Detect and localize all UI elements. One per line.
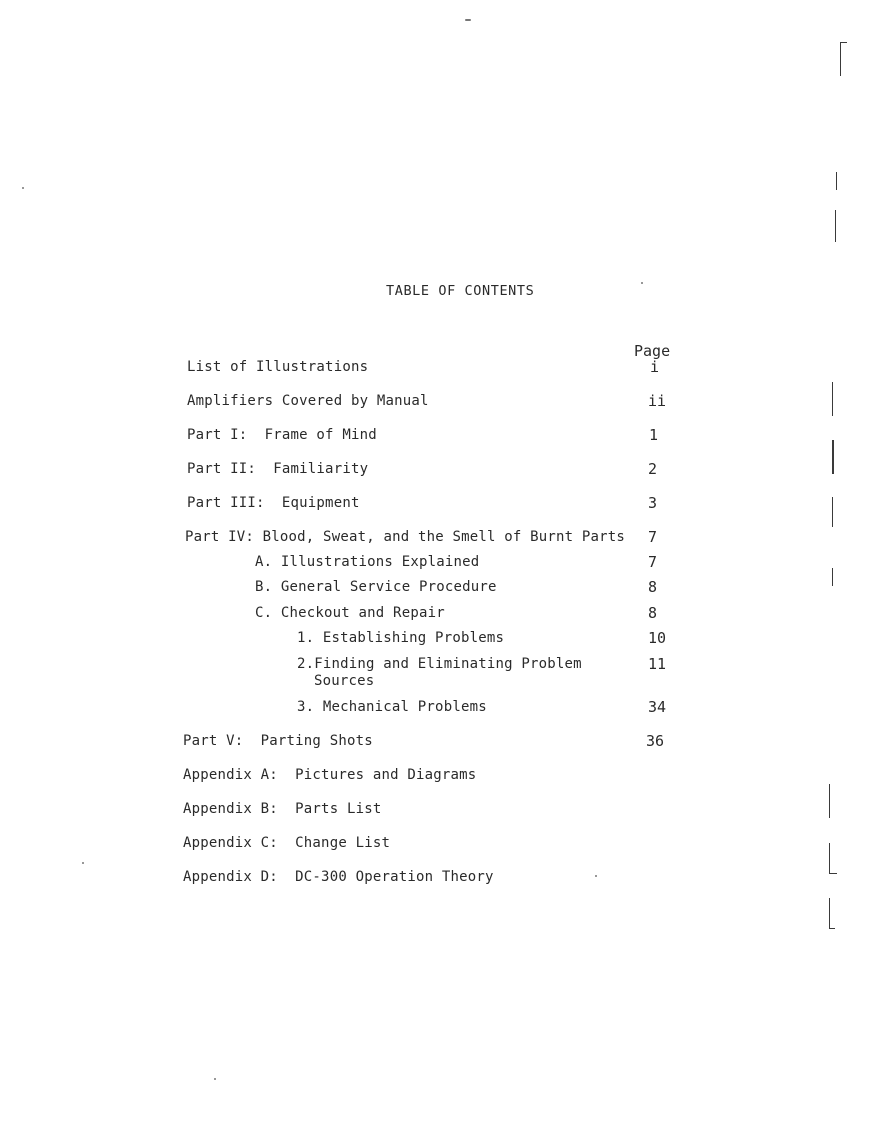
scan-speck [214,1078,216,1080]
scan-speck [465,19,471,21]
toc-entry-page: 11 [648,655,667,673]
scan-mark [832,382,833,416]
scan-mark [840,42,841,76]
scan-mark [835,210,836,242]
scan-mark [829,784,830,818]
toc-entry-page: 2 [648,460,658,478]
toc-subentry-title: 1. Establishing Problems [297,630,505,646]
toc-entry-page: 3 [648,494,658,512]
toc-entry-page: 7 [648,528,658,546]
scan-mark [829,843,830,873]
scan-speck [595,875,597,877]
toc-entry-title: Amplifiers Covered by Manual [187,393,429,409]
toc-subentry-title-continued: Sources [314,673,375,689]
toc-entry-page: i [650,358,660,376]
toc-entry-title: Appendix B: Parts List [183,801,382,817]
scan-mark [829,898,830,928]
toc-entry-page: 34 [648,698,667,716]
toc-subentry-title: B. General Service Procedure [255,579,497,595]
scan-mark [829,873,837,874]
toc-entry-title: List of Illustrations [187,359,369,375]
toc-entry-title: Appendix D: DC-300 Operation Theory [183,869,494,885]
toc-entry-page: 7 [648,553,658,571]
toc-entry-page: 10 [648,629,667,647]
page-column-header: Page [634,342,671,360]
toc-subentry-title: A. Illustrations Explained [255,554,480,570]
scan-mark [832,497,833,527]
toc-subentry-title: 3. Mechanical Problems [297,699,487,715]
toc-entry-title: Appendix A: Pictures and Diagrams [183,767,477,783]
toc-entry-title: Part V: Parting Shots [183,733,373,749]
scan-mark [829,928,835,929]
toc-entry-title: Part I: Frame of Mind [187,427,377,443]
toc-entry-title: Part IV: Blood, Sweat, and the Smell of Burnt Parts [185,529,626,545]
scan-mark [832,568,833,586]
toc-entry-page: 8 [648,604,658,622]
page-title: TABLE OF CONTENTS [386,283,535,299]
toc-entry-page: 36 [646,732,665,750]
scan-mark [836,172,837,190]
toc-entry-title: Part III: Equipment [187,495,360,511]
scan-mark [832,440,834,474]
toc-entry-page: 1 [649,426,659,444]
toc-entry-title: Appendix C: Change List [183,835,391,851]
scan-speck [22,187,24,189]
toc-entry-page: ii [648,392,667,410]
toc-subentry-title: C. Checkout and Repair [255,605,445,621]
scan-speck [82,862,84,864]
toc-subentry-title: 2.Finding and Eliminating Problem [297,656,582,672]
scan-mark [840,42,847,43]
toc-entry-page: 8 [648,578,658,596]
toc-entry-title: Part II: Familiarity [187,461,369,477]
scan-speck [641,282,643,284]
